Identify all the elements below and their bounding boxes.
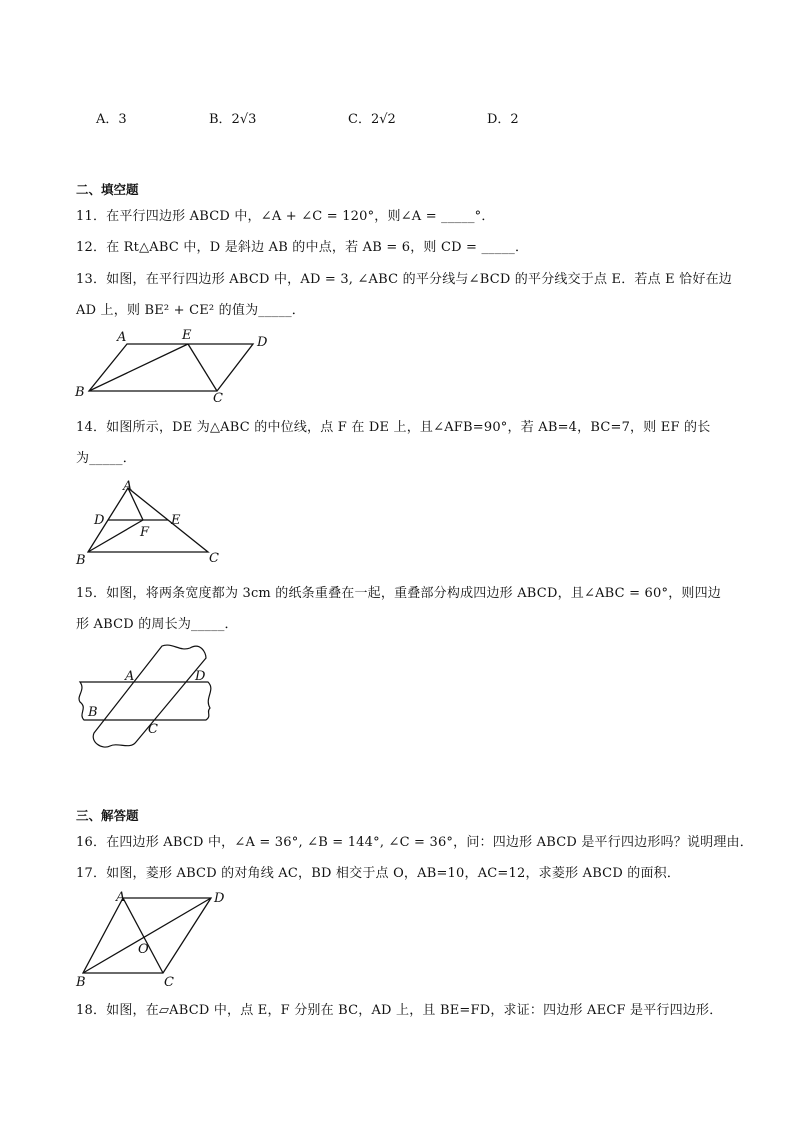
- question-13-line2: AD 上，则 BE² + CE² 的值为_____．: [76, 303, 305, 318]
- fig17-label-o: O: [138, 942, 149, 957]
- fig14-label-e: E: [171, 513, 181, 528]
- fig15-label-d: D: [195, 669, 206, 684]
- fig17-label-c: C: [164, 975, 174, 990]
- fig17-label-b: B: [76, 975, 86, 990]
- fig14-label-f: F: [140, 525, 150, 540]
- option-c: C．2√2: [348, 112, 396, 127]
- fig13-label-d: D: [257, 335, 268, 350]
- fig13-label-e: E: [182, 328, 192, 343]
- question-16: 16．在四边形 ABCD 中，∠A = 36°, ∠B = 144°, ∠C = 36°，问：四边形 ABCD 是平行四边形吗？说明理由．: [76, 835, 753, 850]
- fig13-segment-ec: [188, 344, 217, 391]
- section-title-fill-blank: 二、填空题: [76, 182, 139, 197]
- fig13-label-a: A: [117, 330, 127, 345]
- fig15-horizontal-strip: [79, 682, 211, 720]
- fig15-label-c: C: [148, 722, 158, 737]
- fig13-segment-be: [89, 344, 188, 391]
- fig14-label-b: B: [76, 553, 86, 566]
- question-13-line1: 13．如图，在平行四边形 ABCD 中，AD = 3, ∠ABC 的平分线与∠BCD 的平分线交于点 E．若点 E 恰好在边: [76, 272, 732, 287]
- question-14-line2: 为_____．: [76, 451, 136, 466]
- fig14-label-a: A: [123, 479, 133, 494]
- fig17-label-a: A: [116, 890, 126, 905]
- fig15-label-a: A: [125, 669, 135, 684]
- option-b: B．2√3: [209, 112, 257, 127]
- question-14-line1: 14．如图所示，DE 为△ABC 的中位线，点 F 在 DE 上，且∠AFB=90°，若 AB=4，BC=7，则 EF 的长: [76, 420, 711, 435]
- fig14-label-c: C: [209, 551, 219, 566]
- fig13-label-c: C: [213, 391, 223, 402]
- fig17-label-d: D: [214, 891, 225, 906]
- question-15-line2: 形 ABCD 的周长为_____．: [76, 617, 238, 632]
- fig17-diagonal-bd: [83, 898, 211, 973]
- fig17-diagonal-ac: [123, 898, 163, 973]
- question-17: 17．如图，菱形 ABCD 的对角线 AC，BD 相交于点 O，AB=10，AC=12，求菱形 ABCD 的面积．: [76, 866, 681, 881]
- fig15-label-b: B: [88, 705, 98, 720]
- section-title-answer: 三、解答题: [76, 808, 139, 823]
- fig13-parallelogram-abcd: [89, 344, 253, 391]
- question-12: 12．在 Rt△ABC 中，D 是斜边 AB 的中点，若 AB = 6，则 CD = _____．: [76, 240, 529, 255]
- question-15-line1: 15．如图，将两条宽度都为 3cm 的纸条重叠在一起，重叠部分构成四边形 ABCD，且∠ABC = 60°，则四边: [76, 586, 721, 601]
- fig14-label-d: D: [94, 513, 105, 528]
- fig13-label-b: B: [75, 385, 85, 400]
- figure-15-paper-strips: [68, 638, 218, 750]
- figure-13-parallelogram: [70, 326, 290, 402]
- question-11: 11．在平行四边形 ABCD 中，∠A + ∠C = 120°，则∠A = _____°．: [76, 209, 495, 224]
- option-d: D．2: [487, 112, 519, 127]
- option-a: A．3: [96, 112, 127, 127]
- figure-17-rhombus: [68, 888, 238, 990]
- figure-14-triangle: [70, 474, 230, 566]
- question-18: 18．如图，在▱ABCD 中，点 E，F 分别在 BC，AD 上，且 BE=FD，求证：四边形 AECF 是平行四边形．: [76, 1003, 723, 1018]
